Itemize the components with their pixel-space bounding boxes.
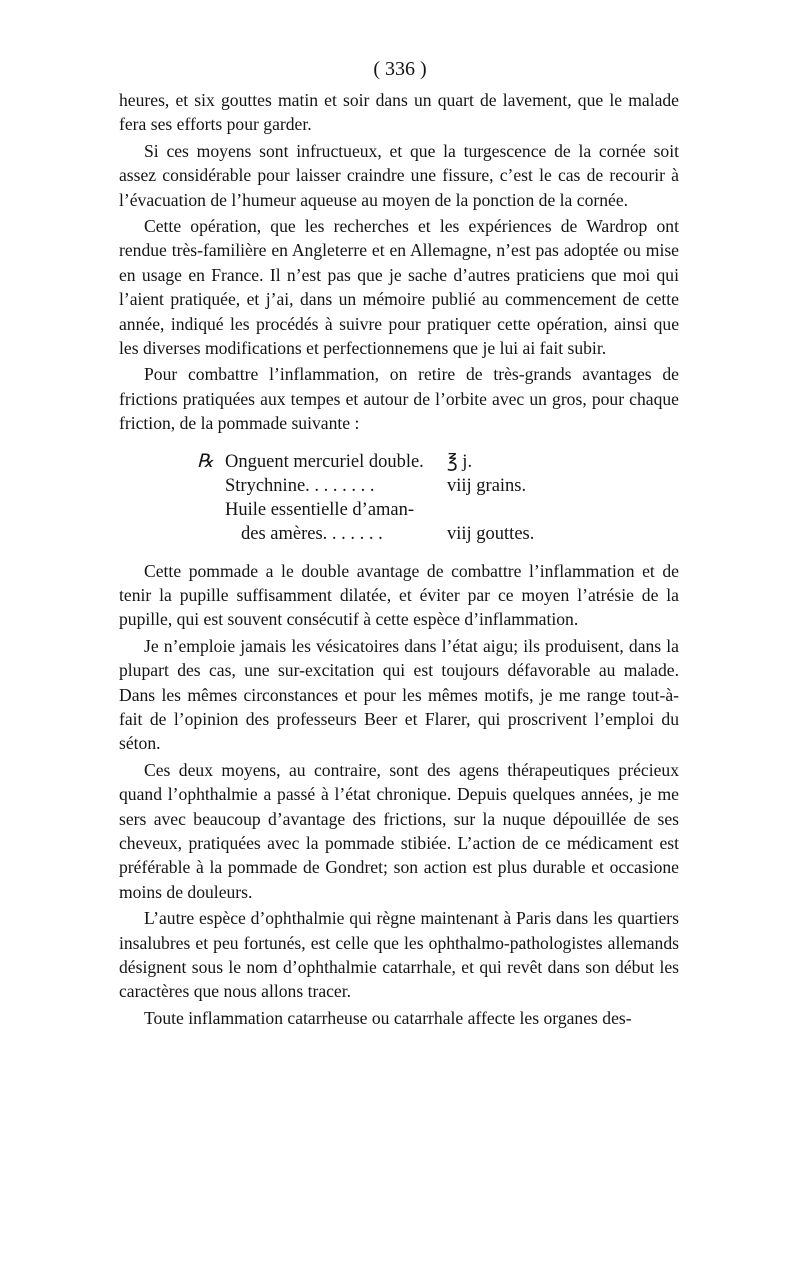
page-body xyxy=(119,88,679,1032)
paragraph: Ces deux moyens, au contraire, sont des agens thérapeutiques précieux quand l’ophthalmie a passé à l’état chronique. Depuis quelques années, je me sers avec beaucoup d’avantage des frictions, sur la nuque dépouillée de ses cheveux, pratiquées avec la pommade stibiée. L’action de ce médicament est préférable à la pommade de Gondret; son action est plus durable et occasione moins de douleurs. xyxy=(119,759,679,902)
ingredient-dose: viij gouttes. xyxy=(447,524,535,545)
paragraph-continuation: heures, et six gouttes matin et soir dans un quart de lavement, que le malade fera ses efforts pour garder. xyxy=(119,90,679,135)
page-number: ( 336 ) xyxy=(373,58,427,80)
ingredient-name: Strychnine. . . . . . . . xyxy=(225,475,375,496)
recipe-symbol: ℞ xyxy=(197,451,214,472)
paragraph: Si ces moyens sont infructueux, et que la turgescence de la cornée soit assez considérable pour laisser craindre une fissure, c’est le cas de recourir à l’évacuation de l’humeur aqueuse au moyen de la ponction de la cornée. xyxy=(119,140,679,210)
recipe-row xyxy=(197,474,679,498)
prescription-formula xyxy=(197,450,679,547)
paragraph: Pour combattre l’inflammation, on retire de très-grands avantages de frictions pratiquées aux tempes et autour de l’orbite avec un gros, pour chaque friction, de la pommade suivante : xyxy=(119,364,679,434)
paragraph: Cette pommade a le double avantage de combattre l’inflammation et de tenir la pupille suffisamment dilatée, et éviter par ce moyen l’atrésie de la pupille, qui est souvent consécutif à cette espèce d’inflammation. xyxy=(119,560,679,630)
ingredient-dose: viij grains. xyxy=(447,475,527,496)
paragraph: Je n’emploie jamais les vésicatoires dans l’état aigu; ils produisent, dans la plupart des cas, une sur-excitation qui est toujours défavorable au malade. Dans les mêmes circonstances et pour les mêmes motifs, je me range tout-à-fait de l’opinion des professeurs Beer et Flarer, qui proscrivent l’emploi du séton. xyxy=(119,635,679,754)
recipe-row xyxy=(197,498,679,522)
paragraph: L’autre espèce d’ophthalmie qui règne maintenant à Paris dans les quartiers insalubres et peu fortunés, est celle que les ophthalmo-pathologistes allemands désignent sous le nom d’ophthalmie catarrhale, et qui revêt dans son début les caractères que nous allons tracer. xyxy=(119,908,679,1002)
ingredient-name: Huile essentielle d’aman- xyxy=(225,500,415,521)
recipe-row xyxy=(197,450,679,474)
ingredient-name: Onguent mercuriel double. xyxy=(225,451,424,472)
ingredient-name: des amères. . . . . . . xyxy=(241,524,383,545)
paragraph: Toute inflammation catarrheuse ou catarrhale affecte les organes des- xyxy=(144,1007,632,1028)
paragraph: Cette opération, que les recherches et les expériences de Wardrop ont rendue très-familière en Angleterre et en Allemagne, n’est pas adoptée ou mise en usage en France. Il n’est pas que je sache d’autres praticiens que moi qui l’aient pratiquée, et j’ai, dans un mémoire publié au commencement de cette année, indiqué les procédés à suivre pour pratiquer cette opération, ainsi que les diverses modifications et perfectionnemens que je lui ai fait subir. xyxy=(119,216,679,359)
recipe-row xyxy=(197,522,679,546)
ingredient-dose: ℥ j. xyxy=(447,451,473,472)
